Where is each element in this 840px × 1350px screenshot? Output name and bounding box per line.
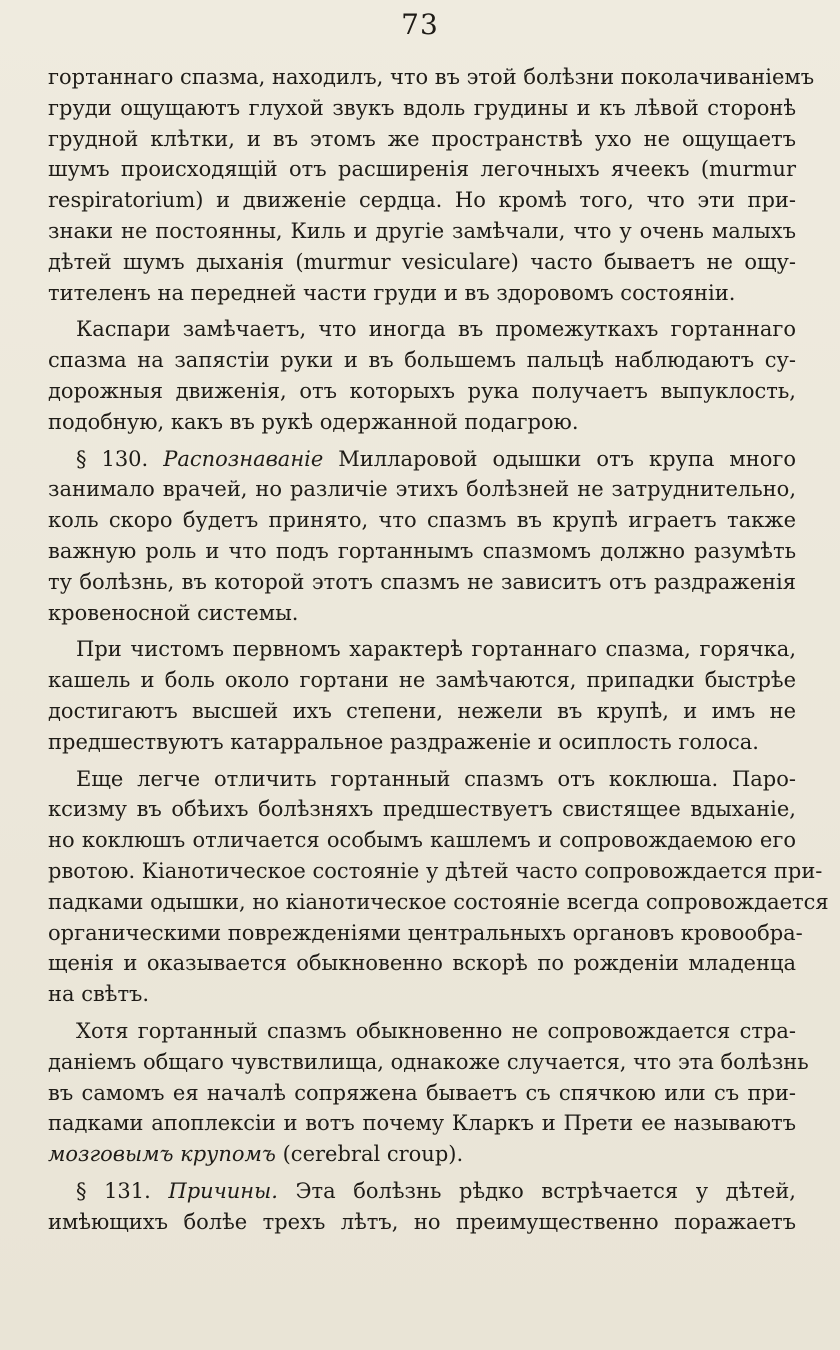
text-line: Каспари замѣчаетъ, что иногда въ промежуткахъ гортаннаго bbox=[76, 317, 796, 342]
text-line: но коклюшъ отличается особымъ кашлемъ и сопровождаемою его bbox=[48, 828, 796, 853]
text-line: органическими поврежденіями центральныхъ органовъ кровообра- bbox=[48, 920, 803, 945]
text-line: Хотя гортанный спазмъ обыкновенно не сопровождается стра- bbox=[76, 1018, 796, 1043]
text-run: Милларовой одышки отъ крупа много bbox=[338, 446, 796, 471]
text-line: ту болѣзнь, въ которой этотъ спазмъ не зависитъ отъ раздраженія bbox=[48, 569, 796, 594]
text-line: дорожныя движенія, отъ которыхъ рука получаетъ выпуклость, bbox=[48, 378, 796, 403]
section-130-heading-line bbox=[48, 444, 796, 475]
text-line: знаки не постоянны, Киль и другіе замѣчали, что у очень малыхъ bbox=[48, 218, 796, 243]
text-line: При чистомъ первномъ характерѣ гортаннаго спазма, горячка, bbox=[76, 637, 796, 662]
text-line: въ самомъ ея началѣ сопряжена бываетъ съ спячкою или съ при- bbox=[48, 1080, 796, 1105]
page-number: 73 bbox=[401, 8, 439, 41]
text-run: (cerebral croup). bbox=[282, 1142, 464, 1167]
text-line: гортаннаго спазма, находилъ, что въ этой болѣзни поколачиваніемъ bbox=[48, 65, 815, 89]
text-line: кровеносной системы. bbox=[48, 600, 299, 625]
text-line: важную роль и что подъ гортаннымъ спазмомъ должно разумѣть bbox=[48, 538, 796, 563]
text-line: рвотою. Кіанотическое состояніе у дѣтей часто сопровождается при- bbox=[48, 858, 823, 883]
section-title: Причины. bbox=[168, 1178, 278, 1203]
text-line: подобную, какъ въ рукѣ одержанной подагрою. bbox=[48, 409, 579, 434]
text-line: шумъ происходящій отъ расширенія легочныхъ ячеекъ (murmur bbox=[48, 157, 796, 182]
text-line: на свѣтъ. bbox=[48, 982, 150, 1007]
text-line: дѣтей шумъ дыханія (murmur vesiculare) часто бываетъ не ощу- bbox=[48, 249, 796, 274]
text-line: достигаютъ высшей ихъ степени, нежели въ крупѣ, и имъ не bbox=[48, 698, 796, 723]
text-line: Еще легче отличить гортанный спазмъ отъ коклюша. Паро- bbox=[76, 766, 796, 791]
italic-term: мозговымъ крупомъ bbox=[48, 1142, 276, 1167]
text-line: коль скоро будетъ принято, что спазмъ въ крупѣ играетъ также bbox=[48, 508, 796, 533]
text-line: падками апоплексіи и вотъ почему Кларкъ и Прети ее называютъ bbox=[48, 1111, 796, 1136]
section-number: § 130. bbox=[76, 446, 149, 471]
text-line: ксизму въ обѣихъ болѣзняхъ предшествуетъ свистящее вдыханіе, bbox=[48, 797, 796, 822]
text-line: спазма на запястіи руки и въ большемъ пальцѣ наблюдаютъ су- bbox=[48, 348, 796, 373]
text-line: respiratorium) и движеніе сердца. Но кромѣ того, что эти при- bbox=[48, 188, 796, 213]
body-text bbox=[48, 62, 829, 1237]
text-line: даніемъ общаго чувствилища, однакоже случается, что эта болѣзнь bbox=[48, 1049, 809, 1074]
text-line: падками одышки, но кіанотическое состояніе всегда сопровождается bbox=[48, 889, 829, 914]
text-line: предшествуютъ катарральное раздраженіе и осиплость голоса. bbox=[48, 729, 759, 754]
text-line: грудной клѣтки, и въ этомъ же пространствѣ ухо не ощущаетъ bbox=[48, 126, 796, 151]
text-line: груди ощущаютъ глухой звукъ вдоль грудины и къ лѣвой сторонѣ bbox=[48, 95, 796, 120]
text-line: имѣющихъ болѣе трехъ лѣтъ, но преимущественно поражаетъ bbox=[48, 1209, 796, 1234]
text-run: Эта болѣзнь рѣдко встрѣчается у дѣтей, bbox=[295, 1178, 796, 1203]
section-title: Распознаваніе bbox=[163, 446, 324, 471]
section-number: § 131. bbox=[76, 1178, 151, 1203]
text-line: тителенъ на передней части груди и въ здоровомъ состояніи. bbox=[48, 280, 736, 305]
text-line: кашель и боль около гортани не замѣчаются, припадки быстрѣе bbox=[48, 668, 796, 693]
text-line-with-italic bbox=[48, 1139, 796, 1170]
text-line: занимало врачей, но различіе этихъ болѣзней не затруднительно, bbox=[48, 477, 796, 502]
text-line: щенія и оказывается обыкновенно вскорѣ по рожденіи младенца bbox=[48, 951, 796, 976]
section-131-heading-line bbox=[48, 1176, 796, 1207]
